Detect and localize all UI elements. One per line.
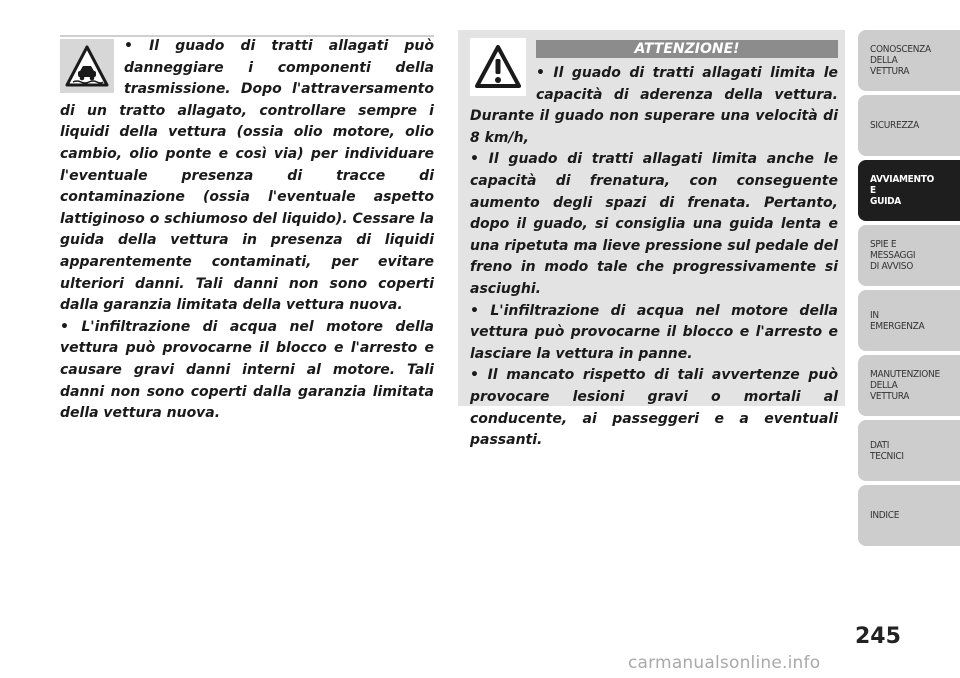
tab-label-line: AVVIAMENTO xyxy=(870,174,934,185)
tab-label-line: CONOSCENZA xyxy=(870,44,931,55)
tab-label-line: E xyxy=(870,185,876,196)
tab-label-line: IN xyxy=(870,309,879,321)
tab-dati-tecnici[interactable] xyxy=(858,420,960,481)
page-number: 245 xyxy=(855,624,901,649)
tab-label-line: GUIDA xyxy=(870,196,901,207)
tab-label-line: DI AVVISO xyxy=(870,261,913,272)
tab-label-line: DELLA xyxy=(870,380,898,391)
tab-indice[interactable] xyxy=(858,485,960,546)
tab-conoscenza-della-vettura[interactable] xyxy=(858,30,960,91)
tab-label-line: SPIE E xyxy=(870,239,897,250)
tab-manutenzione-della-vettura[interactable] xyxy=(858,355,960,416)
tab-label-line: TECNICI xyxy=(870,450,904,462)
chapter-tabs xyxy=(858,30,960,550)
watermark: carmanualsonline.info xyxy=(628,653,821,673)
warning-paragraph-1: • Il guado di tratti allagati limita le capacità di aderenza della vettura. Durante il guado non superare una velocità di 8 km/h, xyxy=(470,65,838,146)
tab-in-emergenza[interactable] xyxy=(858,290,960,351)
warning-header: ATTENZIONE! xyxy=(536,40,838,58)
tab-label-line: VETTURA xyxy=(870,391,910,402)
tab-label-line: EMERGENZA xyxy=(870,320,925,332)
tab-label-line: MESSAGGI xyxy=(870,250,916,261)
tab-label-line: SICUREZZA xyxy=(870,120,919,131)
danger-triangle-icon xyxy=(470,38,526,96)
warning-panel xyxy=(470,38,838,452)
left-column xyxy=(60,36,434,425)
tab-sicurezza[interactable] xyxy=(858,95,960,156)
tab-label-line: MANUTENZIONE xyxy=(870,369,940,380)
left-paragraph-2: • L'infiltrazione di acqua nel motore della vettura può provocarne il blocco e l'arresto e causare gravi danni interni al motore. Tali danni non sono coperti dalla garanzia limitata della vettura nuova. xyxy=(60,318,434,422)
warning-paragraph-3: • L'infiltrazione di acqua nel motore della vettura può provocarne il blocco e l'arresto e lasciare la vettura in panne. xyxy=(470,302,838,362)
tab-avviamento-e-guida[interactable] xyxy=(858,160,960,221)
tab-spie-e-messaggi[interactable] xyxy=(858,225,960,286)
warning-paragraph-2: • Il guado di tratti allagati limita anche le capacità di frenatura, con conseguente aumento degli spazi di frenata. Pertanto, dopo il guado, si consiglia una guida lenta e una ripetuta ma lieve pressione sul pedale del freno in modo tale che progressivamente si asciughi. xyxy=(470,151,838,297)
car-wading-warning-icon xyxy=(60,39,114,93)
tab-label-line: INDICE xyxy=(870,510,900,521)
warning-paragraph-4: • Il mancato rispetto di tali avvertenze può provocare lesioni gravi o mortali al conducente, ai passeggeri e a eventuali passanti. xyxy=(470,367,838,449)
tab-label-line: DELLA xyxy=(870,55,898,66)
left-paragraph-1: • Il guado di tratti allagati può danneggiare i componenti della trasmissione. Dopo l'attraversamento di un tratto allagato, controllare sempre i liquidi della vettura (ossia olio motore, olio cambio, olio ponte e così via) per individuare l'eventuale presenza di tracce di contaminazione (ossia l'eventuale aspetto lattiginoso o schiumoso del liquido). Cessare la guida della vettura in presenza di liquidi apparentemente contaminati, per evitare ulteriori danni. Tali danni non sono coperti dalla garanzia limitata della vettura nuova. xyxy=(60,38,434,314)
tab-label-line: VETTURA xyxy=(870,66,910,77)
tab-label-line: DATI xyxy=(870,439,890,451)
